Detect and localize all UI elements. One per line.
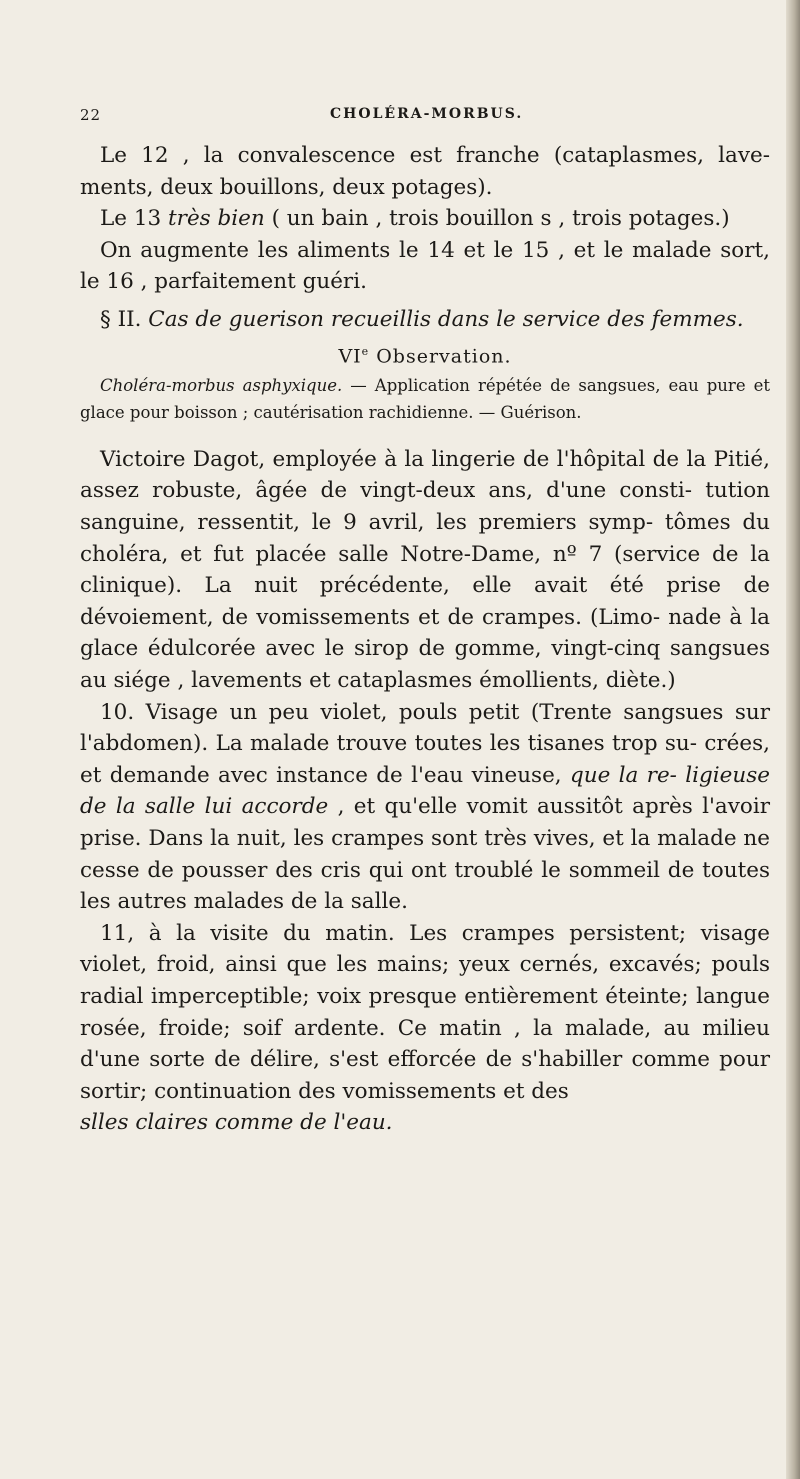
day-13-prefix: Le 13: [100, 206, 169, 231]
day-10-text-c: , et qu'elle vomit aussitôt après l'avoir prise. Dans la nuit, les crampes sont très vives, et la malade ne cesse de pousser des cris qui ont troublé le sommeil de toutes les autres malades de la salle.: [80, 794, 770, 915]
paragraph-day-11: 11, à la visite du matin. Les crampes persistent; visage violet, froid, ainsi que les mains; yeux cernés, excavés; pouls radial imperceptible; voix presque entièrement éteinte; langue rosée, froide; soif ardente. Ce matin , la malade, au milieu d'une sorte de délire, s'est efforcée de s'habiller comme pour sortir; continuation des vomissements et des: [80, 920, 770, 1104]
summary-text: — Application répétée de sangsues, eau pure et glace pour boisson ; cautérisation rachidienne. — Guérison.: [80, 375, 770, 422]
running-head: CHOLÉRA-MORBUS.: [330, 106, 524, 122]
case-summary: [80, 372, 770, 426]
section-label: § II.: [100, 306, 149, 332]
observation-word: Observation.: [369, 344, 512, 367]
paragraph-day-13: [80, 203, 770, 235]
paragraph-convalescence: Le 12 , la convalescence est franche (cataplasmes, lave- ments, deux bouillons, deux potages).: [80, 143, 770, 200]
day-13-italic: très bien: [168, 206, 265, 231]
observation-heading: [80, 336, 770, 372]
paragraph-day-10: [80, 697, 770, 918]
day-10-italic: que la re- ligieuse de la salle lui accorde: [80, 762, 770, 820]
paragraph-discharge: On augmente les aliments le 14 et le 15 , et le malade sort, le 16 , parfaitement guéri.: [80, 237, 770, 294]
page-edge-shadow: [786, 0, 800, 1479]
paragraph-patient-intro: Victoire Dagot, employée à la lingerie de l'hôpital de la Pitié, assez robuste, âgée de vingt-deux ans, d'une consti- tution sanguine, ressentit, le 9 avril, les premiers symp- tômes du choléra, et fut placée salle Notre-Dame, nº 7 (service de la clinique). La nuit précédente, elle avait été prise de dévoiement, de vomissements et de crampes. (Limo- nade à la glace édulcorée avec le sirop de gomme, vingt-cinq sangsues au siége , lavements et cataplasmes émollients, diète.): [80, 446, 770, 693]
summary-title: Choléra-morbus asphyxique.: [100, 375, 343, 395]
section-title: Cas de guerison recueillis dans le service des femmes.: [148, 306, 744, 332]
day-10-text-a: 10. Visage un peu violet, pouls petit (Trente sangsues sur l'abdomen). La malade trouve toutes les tisanes trop su- crées, et demande avec instance de l'eau vineuse,: [80, 699, 770, 788]
paragraph-final-line: slles claires comme de l'eau.: [80, 1110, 393, 1136]
observation-numeral: VI: [338, 344, 362, 367]
day-13-suffix: ( un bain , trois bouillon s , trois potages.): [264, 206, 730, 231]
page-header: [80, 100, 770, 140]
book-page: [80, 100, 770, 1139]
section-heading: [80, 304, 770, 336]
observation-sup: e: [361, 344, 370, 358]
page-number: 22: [80, 106, 102, 124]
